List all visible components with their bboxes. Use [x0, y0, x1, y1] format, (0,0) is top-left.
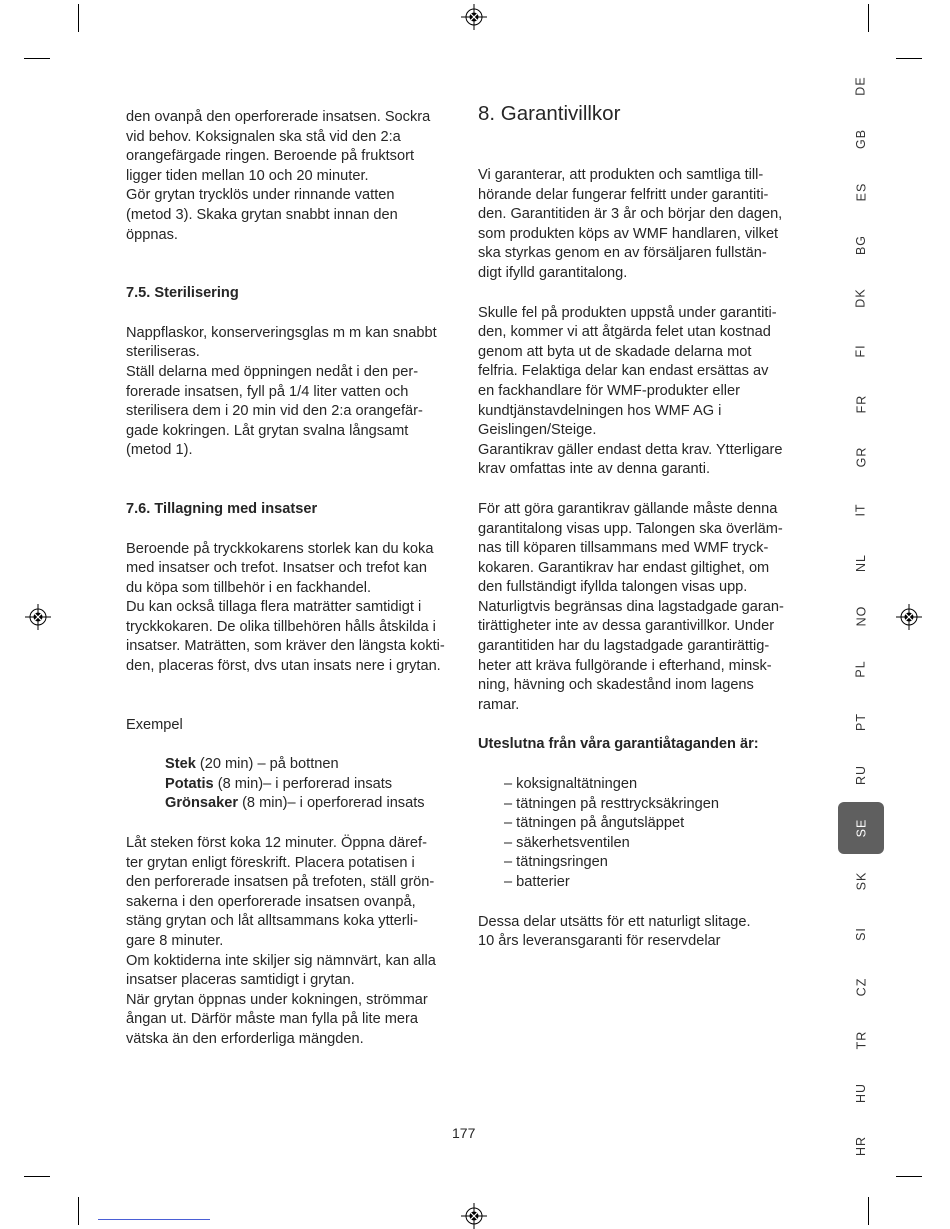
text-line: ramar.	[478, 696, 520, 713]
text-line: kundtjänstavdelningen hos WMF AG i	[478, 402, 722, 419]
registration-mark-icon	[896, 604, 922, 630]
text-line: felfria. Felaktiga delar kan endast ersättas av	[478, 363, 769, 380]
language-tab-label: GB	[854, 128, 868, 150]
language-tab-fi[interactable]	[838, 325, 884, 377]
language-tab-label: IT	[853, 503, 868, 517]
example-item	[165, 775, 456, 795]
language-tab-label: SI	[854, 927, 868, 941]
language-tab-bar	[838, 60, 884, 1172]
example-label: Exempel	[126, 716, 183, 733]
crop-mark	[868, 1197, 869, 1225]
text-line: vid behov. Koksignalen ska stå vid den 2:a	[126, 128, 401, 145]
example-item-name: Stek	[165, 756, 196, 773]
example-item-detail: (8 min)– i perforerad insats	[213, 775, 393, 792]
text-line: Beroende på tryckkokarens storlek kan du koka	[126, 540, 434, 557]
text-line: steriliseras.	[126, 344, 200, 361]
language-tab-pl[interactable]	[838, 643, 884, 695]
text-line: gade kokringen. Låt grytan svalna långsamt	[126, 422, 409, 439]
text-line: Om koktiderna inte skiljer sig nämnvärt, kan alla	[126, 952, 436, 969]
language-tab-label: DK	[854, 288, 868, 308]
list-item: – batterier	[504, 873, 808, 893]
text-line: Naturligtvis begränsas dina lagstadgade garan-	[478, 598, 784, 615]
text-line: garantitalong visas upp. Talongen ska överläm-	[478, 520, 783, 537]
text-line: nas till köparen tillsammans med WMF tryck-	[478, 540, 769, 557]
text-line: insatser placeras samtidigt i grytan.	[126, 972, 355, 989]
text-line: Låt steken först koka 12 minuter. Öppna däref-	[126, 835, 427, 852]
list-item: – säkerhetsventilen	[504, 834, 808, 854]
language-tab-label: HU	[854, 1082, 868, 1104]
language-tab-hr[interactable]	[838, 1120, 884, 1172]
language-tab-fr[interactable]	[838, 378, 884, 430]
text-line: ligger tiden mellan 10 och 20 minuter.	[126, 167, 369, 184]
language-tab-label: FR	[853, 394, 868, 414]
text-line: ter grytan enligt föreskrift. Placera potatisen i	[126, 854, 415, 871]
crop-mark	[896, 1176, 922, 1177]
registration-mark-icon	[461, 4, 487, 30]
example-item	[165, 794, 456, 814]
page-number: 177	[452, 1125, 476, 1141]
section-7-6-heading: 7.6. Tillagning med insatser	[126, 500, 318, 517]
language-tab-label: PT	[853, 713, 868, 731]
text-line: du köpa som tillbehör i en fackhandel.	[126, 579, 372, 596]
text-line: Nappflaskor, konserveringsglas m m kan snabbt	[126, 324, 437, 341]
text-line: tirättigheter inte av dessa garantivillkor. Under	[478, 618, 775, 635]
crop-mark	[24, 58, 50, 59]
example-item-name: Grönsaker	[165, 795, 239, 812]
language-tab-tr[interactable]	[838, 1014, 884, 1066]
text-line: heter att kräva fullgörande i efterhand, minsk-	[478, 657, 772, 674]
language-tab-hu[interactable]	[838, 1067, 884, 1119]
list-item: – tätningen på ångutsläppet	[504, 814, 808, 834]
language-tab-si[interactable]	[838, 908, 884, 960]
language-tab-label: ES	[854, 182, 868, 202]
language-tab-se[interactable]	[838, 802, 884, 854]
text-line: orangefärgade ringen. Beroende på fruktsort	[126, 148, 415, 165]
example-list	[126, 755, 456, 814]
link-underline	[98, 1219, 210, 1220]
text-line: När grytan öppnas under kokningen, strömmar	[126, 991, 428, 1008]
guarantee-paragraph-3	[478, 500, 808, 716]
text-line: Du kan också tillaga flera maträtter samtidigt i	[126, 599, 422, 616]
right-column	[478, 166, 808, 952]
language-tab-label: BG	[854, 234, 868, 256]
left-column	[126, 108, 456, 1050]
list-item: – tätningen på resttrycksäkringen	[504, 795, 808, 815]
registration-mark-icon	[25, 604, 51, 630]
language-tab-label: FI	[853, 344, 868, 358]
language-tab-gb[interactable]	[838, 113, 884, 165]
language-tab-label: NO	[854, 605, 868, 627]
text-line: den ovanpå den operforerade insatsen. Sockra	[126, 109, 431, 125]
text-line: ska styrkas genom en av försäljaren fullstän-	[478, 245, 767, 262]
text-line: ångan ut. Därför måste man fylla på lite mera	[126, 1011, 419, 1028]
language-tab-sk[interactable]	[838, 855, 884, 907]
crop-mark	[868, 4, 869, 32]
language-tab-gr[interactable]	[838, 431, 884, 483]
registration-mark-icon	[461, 1203, 487, 1229]
text-line: forerade insatsen, fyll på 1/4 liter vatten och	[126, 383, 409, 400]
language-tab-pt[interactable]	[838, 696, 884, 748]
text-line: 10 års leveransgaranti för reservdelar	[478, 933, 721, 950]
crop-mark	[24, 1176, 50, 1177]
language-tab-de[interactable]	[838, 60, 884, 112]
text-line: med insatser och trefot. Insatser och trefot kan	[126, 560, 427, 577]
section-7-5-heading: 7.5. Sterilisering	[126, 285, 239, 302]
text-line: den fullständigt ifyllda talongen visas upp.	[478, 579, 748, 596]
language-tab-cz[interactable]	[838, 961, 884, 1013]
intro-paragraph	[126, 108, 456, 245]
language-tab-nl[interactable]	[838, 537, 884, 589]
crop-mark	[78, 4, 79, 32]
example-item-detail: (20 min) – på bottnen	[195, 756, 339, 773]
text-line: som produkten köps av WMF handlaren, vilket	[478, 225, 779, 242]
text-line: tryckkokaren. De olika tillbehören hålls åtskilda i	[126, 618, 436, 635]
example-item-name: Potatis	[165, 775, 214, 792]
language-tab-es[interactable]	[838, 166, 884, 218]
final-paragraph	[126, 834, 456, 1050]
section-8-title: 8. Garantivillkor	[478, 102, 621, 125]
guarantee-paragraph-1	[478, 166, 808, 284]
text-line: sterilisera dem i 20 min vid den 2:a orangefär-	[126, 403, 423, 420]
list-item: – koksignaltätningen	[504, 775, 808, 795]
section-7-5-paragraph	[126, 324, 456, 461]
crop-mark	[896, 58, 922, 59]
text-line: (metod 3). Skaka grytan snabbt innan den	[126, 206, 398, 223]
language-tab-ru[interactable]	[838, 749, 884, 801]
example-item-detail: (8 min)– i operforerad insats	[238, 795, 425, 812]
language-tab-no[interactable]	[838, 590, 884, 642]
text-line: hörande delar fungerar felfritt under garantiti-	[478, 186, 769, 203]
language-tab-label: SE	[854, 818, 868, 838]
text-line: öppnas.	[126, 226, 178, 243]
language-tab-label: RU	[854, 764, 868, 786]
text-line: Vi garanterar, att produkten och samtliga till-	[478, 167, 764, 183]
example-item	[165, 755, 456, 775]
language-tab-it[interactable]	[838, 484, 884, 536]
language-tab-label: SK	[854, 871, 868, 891]
crop-mark	[78, 1197, 79, 1225]
text-line: den, kommer vi att åtgärda felet utan kostnad	[478, 324, 771, 341]
text-line: genom att byta ut de skadade delarna mot	[478, 343, 752, 360]
exclusions-heading: Uteslutna från våra garantiåtaganden är:	[478, 736, 759, 753]
language-tab-label: NL	[853, 554, 868, 572]
text-line: kokaren. Garantikrav har endast giltighet, om	[478, 559, 770, 576]
language-tab-label: CZ	[853, 977, 868, 997]
language-tab-dk[interactable]	[838, 272, 884, 324]
text-line: den perforerade insatsen på trefoten, ställ grön-	[126, 874, 435, 891]
language-tab-label: TR	[853, 1030, 868, 1050]
text-line: insatser. Maträtten, som kräver den längsta kokti-	[126, 638, 445, 655]
closing-paragraph	[478, 913, 808, 952]
text-line: För att göra garantikrav gällande måste denna	[478, 500, 778, 517]
text-line: gare 8 minuter.	[126, 933, 224, 949]
text-line: en fackhandlare för WMF-produkter eller	[478, 382, 740, 399]
language-tab-label: GR	[854, 446, 868, 468]
language-tab-label: HR	[854, 1135, 868, 1157]
text-line: den, placeras först, dvs utan insats nere i grytan.	[126, 658, 441, 675]
text-line: Geislingen/Steige.	[478, 422, 597, 439]
text-line: Garantikrav gäller endast detta krav. Ytterligare	[478, 441, 783, 458]
text-line: Gör grytan trycklös under rinnande vatten	[126, 187, 395, 204]
language-tab-bg[interactable]	[838, 219, 884, 271]
text-line: Dessa delar utsätts för ett naturligt slitage.	[478, 913, 751, 930]
list-item: – tätningsringen	[504, 853, 808, 873]
text-line: (metod 1).	[126, 442, 193, 459]
text-line: stäng grytan och låt alltsammans koka ytterli-	[126, 913, 418, 930]
text-line: den. Garantitiden är 3 år och börjar den dagen,	[478, 206, 783, 223]
text-line: sakerna i den operforerade insatsen ovanpå,	[126, 893, 416, 910]
guarantee-paragraph-2	[478, 304, 808, 480]
language-tab-label: PL	[853, 660, 868, 678]
exclusions-list	[478, 775, 808, 893]
section-7-6-paragraph	[126, 540, 456, 677]
text-line: Skulle fel på produkten uppstå under garantiti-	[478, 304, 777, 321]
text-line: ning, hävning och skadestånd inom lagens	[478, 677, 754, 694]
text-line: garantitiden har du lagstadgade garantirättig-	[478, 638, 770, 655]
text-line: Ställ delarna med öppningen nedåt i den per-	[126, 363, 419, 380]
text-line: krav omfattas inte av denna garanti.	[478, 461, 711, 478]
text-line: digt ifylld garantitalong.	[478, 264, 628, 281]
language-tab-label: DE	[854, 76, 868, 96]
text-line: vätska än den erforderliga mängden.	[126, 1030, 364, 1047]
